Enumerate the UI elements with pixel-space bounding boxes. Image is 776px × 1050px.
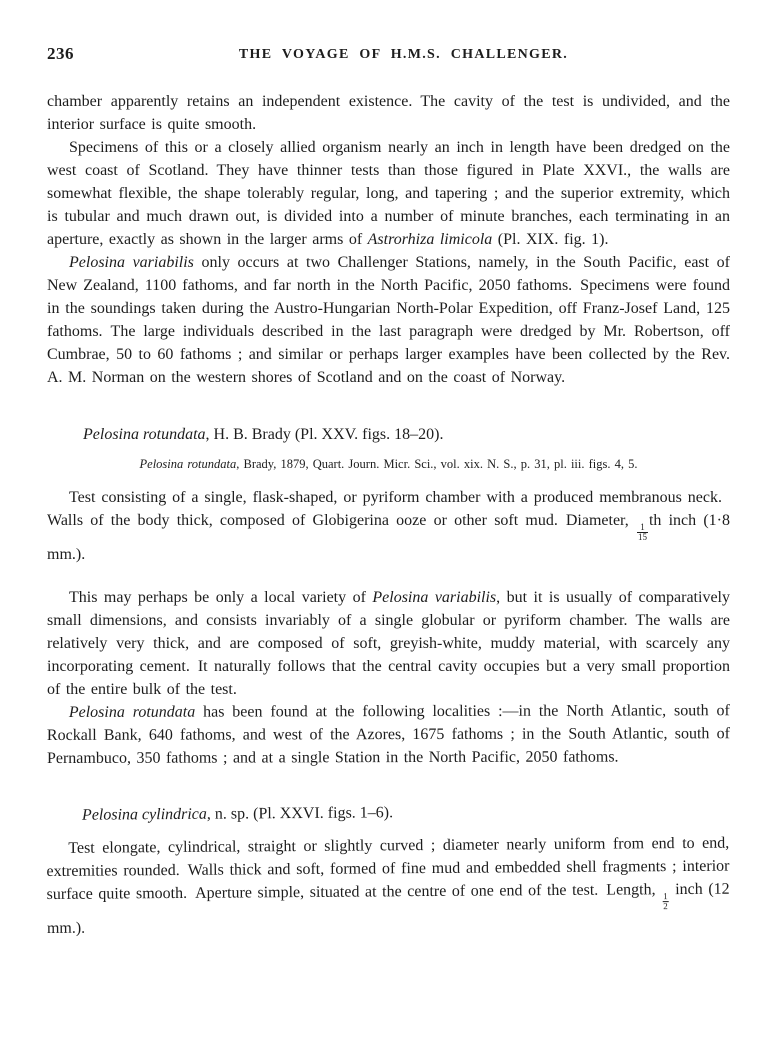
paragraph-rotundata-description: Test consisting of a single, flask-shaped, or pyriform chamber with a produced membranous neck. Walls of the body thick, composed of Globigerina ooze or other soft mud. Diameter, $\frac{1}{15}$ th inch (1·8 mm.). [47,489,730,564]
page-header [47,44,730,66]
synonymy-citation-rotundata: Pelosina rotundata, Brady, 1879, Quart. Journ. Micr. Sci., vol. xix. N. S., p. 31, pl. iii. figs. 4, 5. [139,457,638,471]
paragraph-cylindrica-description: Test elongate, cylindrical, straight or slightly curved ; diameter nearly uniform from end to end, extremities rounded. Walls thick and soft, formed of fine mud and embedded shell fragments ; interior surface quite smooth. Aperture simple, situated at the centre of one end of the test. Length, $\frac{1}{2}$ inch (12 mm.). [46,834,730,938]
section-pelosina-cylindrica [46,799,730,941]
paragraph-rotundata-localities: Pelosina rotundata has been found at the following localities :—in the North Atlantic, south of Rockall Bank, 640 fathoms, and west of the Azores, 1675 fathoms ; in the South Atlantic, south of Pernambuco, 350 fathoms ; and at a single Station in the North Pacific, 2050 fathoms. [46,702,730,768]
paragraph-specimens: Specimens of this or a closely allied organism nearly an inch in length have been dredged on the west coast of Scotland. They have thinner tests than those figured in Plate XXVI., the walls are somewhat flexible, the shape tolerably regular, long, and tapering ; and the superior extremity, which is tubular and much drawn out, is divided into a number of minute branches, each terminating in an aperture, exactly as shown in the larger arms of Astrorhiza limicola (Pl. XIX. fig. 1). [47,139,730,248]
paragraph-rotundata-variety: This may perhaps be only a local variety of Pelosina variabilis, but it is usually of comparatively small dimensions, and consists invariably of a single globular or pyriform chamber. The walls are relatively very thick, and are composed of soft, greyish-white, muddy material, with scarcely any incorporating cement. It naturally follows that the central cavity occupies but a very small proportion of the entire bulk of the test. [47,589,730,699]
paragraph-continuation: chamber apparently retains an independent existence. The cavity of the test is undivided, and the interior surface is quite smooth. [47,93,730,133]
page-body [47,90,730,941]
species-heading-rotundata: Pelosina rotundata, H. B. Brady (Pl. XXV. figs. 18–20). [83,426,444,443]
page-number: 236 [47,44,74,63]
stacked-fraction: $\frac{1}{15}$ [637,521,647,543]
section-pelosina-rotundata [47,423,730,770]
species-heading-cylindrica: Pelosina cylindrica, n. sp. (Pl. XXVI. figs. 1–6). [81,804,394,825]
paragraph-variabilis: Pelosina variabilis only occurs at two Challenger Stations, namely, in the South Pacific, east of New Zealand, 1100 fathoms, and far north in the North Pacific, 2050 fathoms. Specimens were found in the soundings taken during the Austro-Hungarian North-Polar Expedition, off Franz-Josef Land, 125 fathoms. The large individuals described in the last paragraph were dredged by Mr. Robertson, off Cumbrae, 50 to 60 fathoms ; and similar or perhaps larger examples have been collected by the Rev. A. M. Norman on the western shores of Scotland and on the coast of Norway. [47,254,731,386]
running-title: THE VOYAGE OF H.M.S. CHALLENGER. [238,47,569,62]
stacked-fraction: $\frac{1}{2}$ [663,890,668,912]
